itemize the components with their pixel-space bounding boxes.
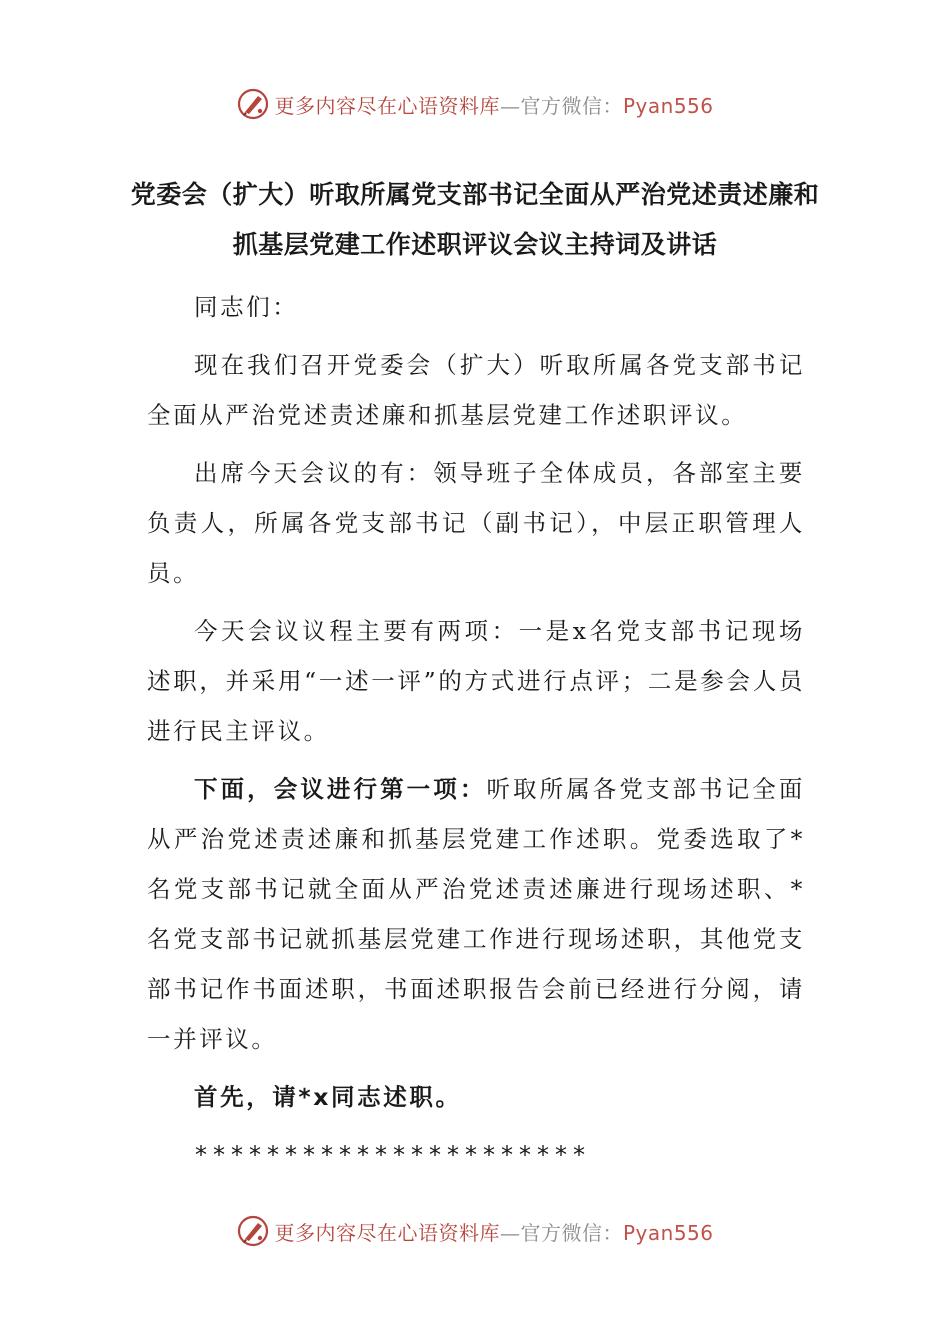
paragraph-first-speaker [147,1072,805,1122]
first-item-text: 听取所属各党支部书记全面从严治党述责述廉和抓基层党建工作述职。党委选取了*名党支部书记就全面从严治党述责述廉进行现场述职、*名党支部书记就抓基层党建工作进行现场述职，其他党支部书记作书面述职，书面述职报告会前已经进行分阅，请一并评议。 [147,775,805,1053]
footer-banner [0,1211,950,1251]
pen-logo-icon [236,1214,270,1248]
banner-text: 更多内容尽在心语资料库—官方微信：Pyan556 [274,1220,714,1245]
document-title: 党委会（扩大）听取所属党支部书记全面从严治党述责述廉和抓基层党建工作述职评议会议主持词及讲话 [130,180,820,259]
paragraph-first-item [147,764,805,1064]
first-speaker-text: 首先，请*x同志述职。 [194,1083,462,1111]
paragraph-opening: 现在我们召开党委会（扩大）听取所属各党支部书记全面从严治党述责述廉和抓基层党建工作述职评议。 [147,351,805,429]
banner-text: 更多内容尽在心语资料库—官方微信：Pyan556 [274,93,714,118]
paragraph-agenda: 今天会议议程主要有两项：一是x名党支部书记现场述职，并采用“一述一评”的方式进行点评；二是参会人员进行民主评议。 [147,617,805,745]
pen-logo-icon [236,87,270,121]
document-body [147,282,805,1180]
paragraph-attendees: 出席今天会议的有：领导班子全体成员，各部室主要负责人，所属各党支部书记（副书记），中层正职管理人员。 [147,459,805,587]
greeting: 同志们： [194,293,299,321]
header-banner [0,84,950,124]
separator-stars: ********************** [195,1141,591,1169]
first-item-heading: 下面，会议进行第一项： [194,775,487,803]
